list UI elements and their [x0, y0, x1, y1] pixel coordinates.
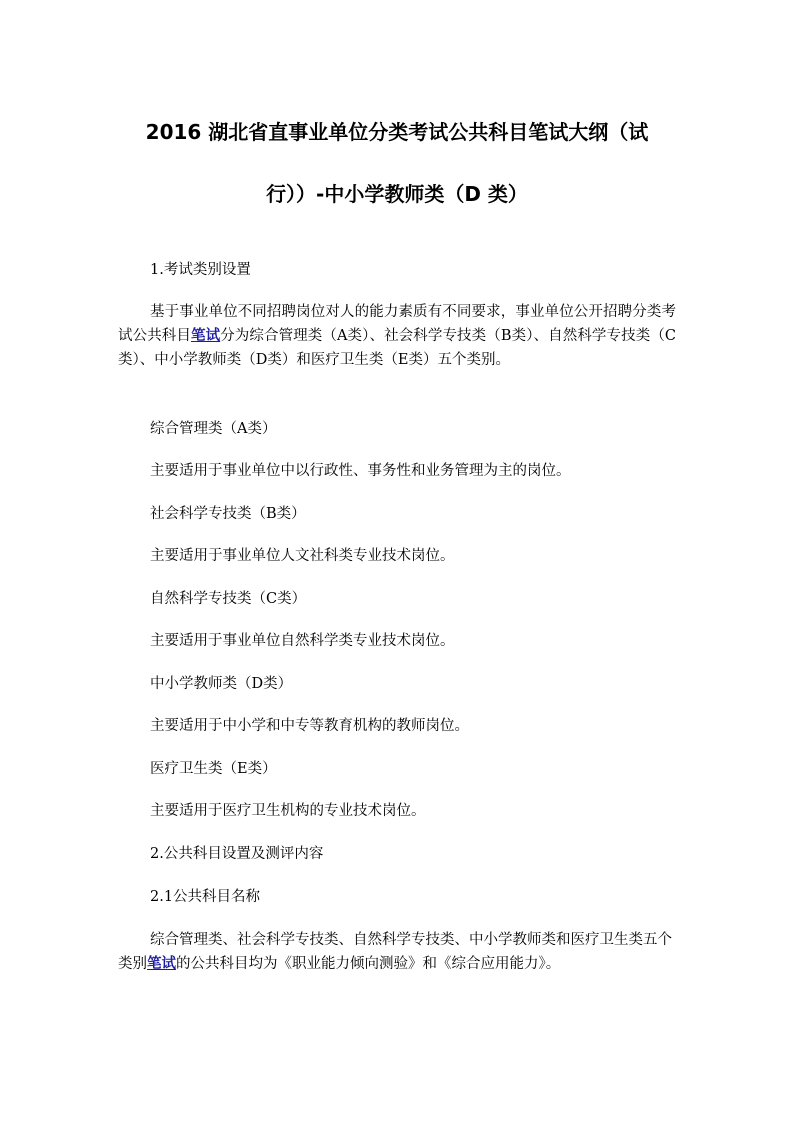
subjects-paragraph — [118, 928, 676, 976]
category-c-name: 自然科学专技类（C类） — [150, 591, 307, 607]
subjects-text-part-2: 的公共科目均为《职业能力倾向测验》和《综合应用能力》。 — [176, 956, 561, 972]
category-d-description: 主要适用于中小学和中专等教育机构的教师岗位。 — [150, 718, 469, 734]
section-1-heading: 1.考试类别设置 — [150, 262, 251, 278]
exam-link[interactable]: 笔试 — [190, 327, 221, 344]
category-a-name: 综合管理类（A类） — [150, 421, 277, 437]
exam-link-2[interactable]: 笔试 — [147, 955, 176, 972]
intro-text-part-1: 基于事业单位不同招聘岗位对人的能力素质有不同要求，事业单位公开招聘分类考试公共科目 — [118, 304, 676, 344]
document-title-line-2: 行））-中小学教师类（D 类） — [266, 182, 528, 206]
category-a-description: 主要适用于事业单位中以行政性、事务性和业务管理为主的岗位。 — [150, 463, 571, 479]
category-b-name: 社会科学专技类（B类） — [150, 506, 306, 522]
category-c-description: 主要适用于事业单位自然科学类专业技术岗位。 — [150, 633, 455, 649]
intro-text-part-2: 分为综合管理类（A类）、社会科学专技类（B类）、自然科学专技类（C类）、中小学教师类（D类）和医疗卫生类（E类）五个类别。 — [118, 328, 677, 368]
section-2-1-heading: 2.1公共科目名称 — [150, 889, 261, 905]
category-e-description: 主要适用于医疗卫生机构的专业技术岗位。 — [150, 803, 426, 819]
category-b-description: 主要适用于事业单位人文社科类专业技术岗位。 — [150, 548, 455, 564]
category-e-name: 医疗卫生类（E类） — [150, 761, 277, 777]
document-title-line-1: 2016 湖北省直事业单位分类考试公共科目笔试大纲（试 — [145, 120, 649, 144]
subjects-text-part-1: 综合管理类、社会科学专技类、自然科学专技类、中小学教师类和医疗卫生类五个类别 — [118, 932, 672, 972]
section-2-heading: 2.公共科目设置及测评内容 — [150, 846, 324, 862]
intro-paragraph — [118, 300, 676, 372]
category-d-name: 中小学教师类（D类） — [150, 676, 293, 692]
